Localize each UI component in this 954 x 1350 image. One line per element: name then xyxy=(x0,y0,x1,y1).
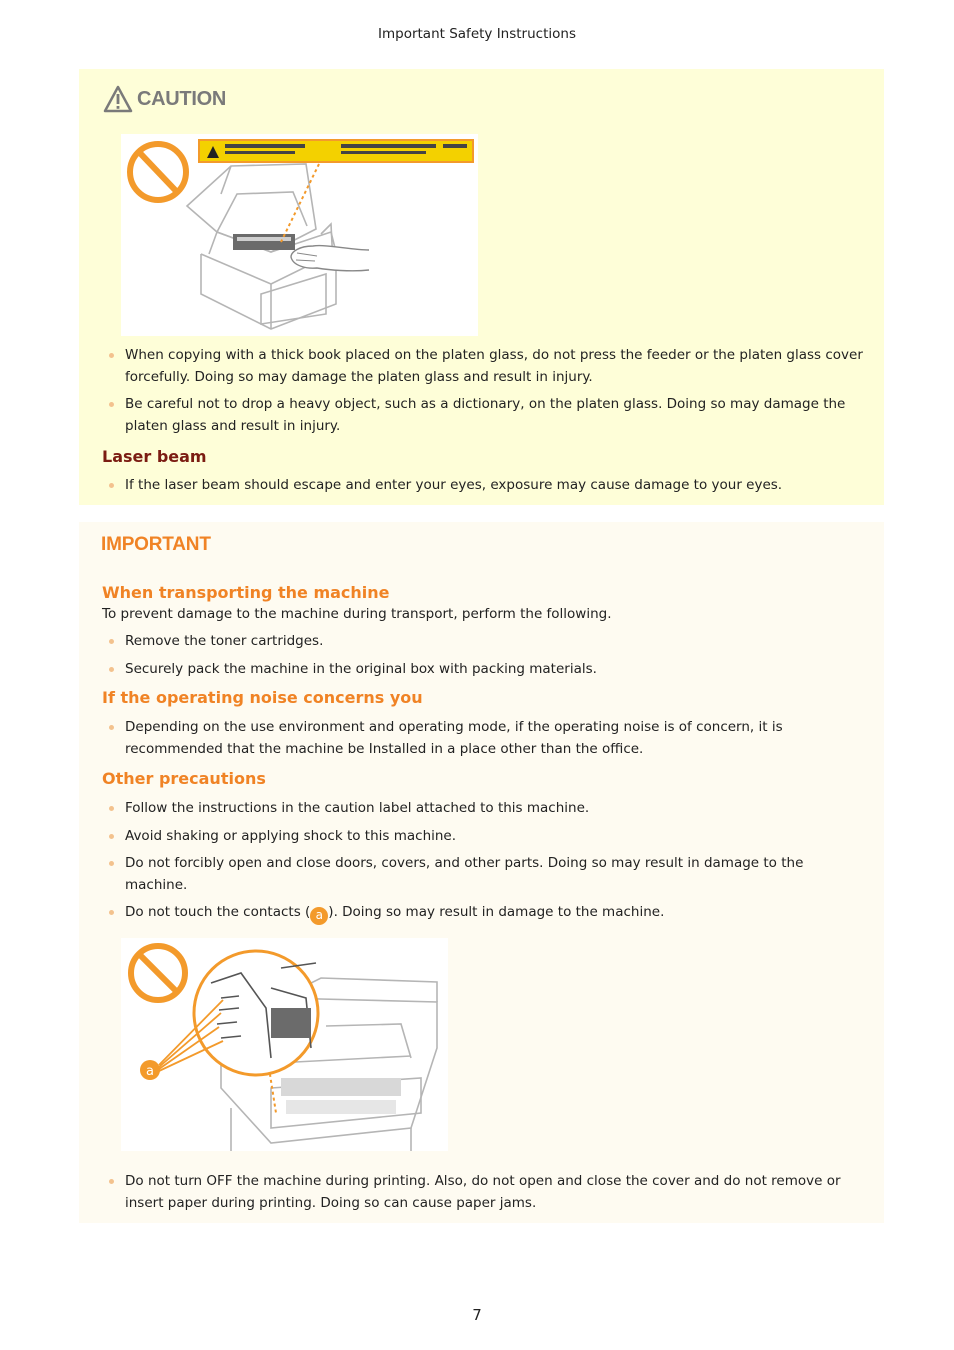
list-item xyxy=(107,902,867,925)
fuser-hot-surface-illustration xyxy=(121,134,478,336)
caution-box xyxy=(79,69,884,505)
caution-title xyxy=(103,85,226,113)
contacts-text-before: Do not touch the contacts ( xyxy=(125,904,311,920)
callout-a-badge: a xyxy=(310,907,328,925)
warning-triangle-icon xyxy=(103,85,133,113)
callout-a-label: a xyxy=(146,1064,154,1079)
caution-bullet-list xyxy=(107,345,867,443)
transport-bullet-list xyxy=(107,631,867,686)
contacts-text-after: ). Doing so may result in damage to the machine. xyxy=(328,904,665,920)
caution-label: CAUTION xyxy=(137,87,227,110)
contacts-illustration xyxy=(121,938,448,1151)
page-header: Important Safety Instructions xyxy=(378,26,576,42)
list-item: When copying with a thick book placed on the platen glass, do not press the feeder or the platen glass cover forcefully. Doing so may damage the platen glass and result in injury. xyxy=(107,345,867,388)
list-item: If the laser beam should escape and enter your eyes, exposure may cause damage to your eyes. xyxy=(107,475,867,497)
important-box xyxy=(79,522,884,1223)
laser-bullet-list xyxy=(107,475,867,503)
list-item: Remove the toner cartridges. xyxy=(107,631,867,653)
prohibition-icon xyxy=(131,946,185,1000)
important-label: IMPORTANT xyxy=(101,534,211,555)
list-item: Be careful not to drop a heavy object, such as a dictionary, on the platen glass. Doing so may damage the platen glass and result in injury. xyxy=(107,394,867,437)
laser-beam-heading: Laser beam xyxy=(102,447,207,466)
list-item: Do not turn OFF the machine during printing. Also, do not open and close the cover and do not remove or insert paper during printing. Doing so can cause paper jams. xyxy=(107,1171,867,1214)
noise-bullet-list xyxy=(107,717,867,766)
list-item: Securely pack the machine in the original box with packing materials. xyxy=(107,659,867,681)
transport-heading: When transporting the machine xyxy=(102,583,390,602)
prohibition-icon xyxy=(130,144,186,200)
list-item: Follow the instructions in the caution label attached to this machine. xyxy=(107,798,867,820)
noise-heading: If the operating noise concerns you xyxy=(102,688,423,707)
list-item: Do not forcibly open and close doors, covers, and other parts. Doing so may result in damage to the machine. xyxy=(107,853,867,896)
printing-bullet-list xyxy=(107,1171,867,1220)
list-item: Depending on the use environment and operating mode, if the operating noise is of concern, it is recommended that the machine be Installed in a place other than the office. xyxy=(107,717,867,760)
page-number: 7 xyxy=(472,1306,482,1324)
transport-intro: To prevent damage to the machine during transport, perform the following. xyxy=(102,606,612,622)
other-bullet-list xyxy=(107,798,867,931)
list-item: Avoid shaking or applying shock to this machine. xyxy=(107,826,867,848)
other-precautions-heading: Other precautions xyxy=(102,769,266,788)
